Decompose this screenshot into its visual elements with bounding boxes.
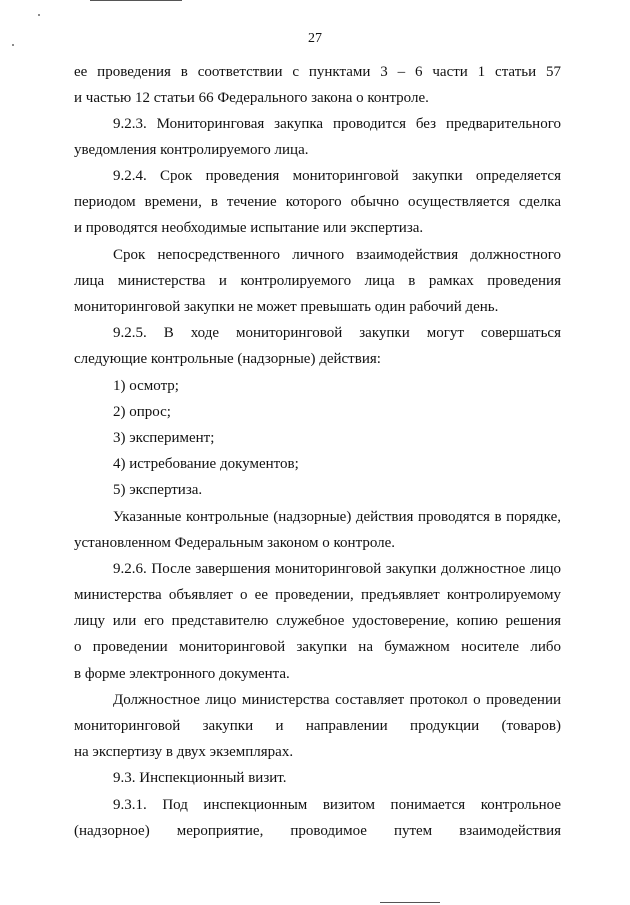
text-line: мониторинговой закупки не может превышать один рабочий день. <box>74 299 499 315</box>
paragraph-start: Срок непосредственного личного взаимодействия должностного <box>113 247 561 263</box>
text-line: и проводятся необходимые испытание или экспертиза. <box>74 220 424 236</box>
text-line: (надзорное) мероприятие, проводимое путем взаимодействия <box>74 823 561 839</box>
paragraph-start: Указанные контрольные (надзорные) действия проводятся в порядке, <box>113 509 561 525</box>
list-item: 5) экспертиза. <box>113 482 203 498</box>
text-line: о проведении мониторинговой закупки на бумажном носителе либо <box>74 639 561 655</box>
list-item: 4) истребование документов; <box>113 456 299 472</box>
list-item: 2) опрос; <box>113 404 171 420</box>
scan-artifact-top <box>90 0 182 1</box>
text-line: мониторинговой закупки и направлении продукции (товаров) <box>74 718 561 734</box>
paragraph-start: Должностное лицо министерства составляет протокол о проведении <box>113 692 561 708</box>
text-line: в форме электронного документа. <box>74 666 290 682</box>
paragraph-start: 9.2.5. В ходе мониторинговой закупки могут совершаться <box>113 325 561 341</box>
list-item: 1) осмотр; <box>113 378 179 394</box>
scan-speck <box>38 14 40 16</box>
paragraph-start: 9.3.1. Под инспекционным визитом понимается контрольное <box>113 797 561 813</box>
scan-artifact-bottom <box>380 902 440 903</box>
text-line: ее проведения в соответствии с пунктами 3 – 6 части 1 статьи 57 <box>74 64 561 80</box>
text-line: министерства объявляет о ее проведении, предъявляет контролируемому <box>74 587 561 603</box>
paragraph-start: 9.2.4. Срок проведения мониторинговой закупки определяется <box>113 168 561 184</box>
section-heading: 9.3. Инспекционный визит. <box>113 770 287 786</box>
text-line: и частью 12 статьи 66 Федерального закона о контроле. <box>74 90 429 106</box>
text-line: лицу или его представителю служебное удостоверение, копию решения <box>74 613 561 629</box>
paragraph-start: 9.2.3. Мониторинговая закупка проводится без предварительного <box>113 116 561 132</box>
text-line: лица министерства и контролируемого лица в рамках проведения <box>74 273 561 289</box>
page-number: 27 <box>308 31 322 46</box>
text-line: установленном Федеральным законом о контроле. <box>74 535 396 551</box>
text-line: периодом времени, в течение которого обычно осуществляется сделка <box>74 194 561 210</box>
list-item: 3) эксперимент; <box>113 430 215 446</box>
text-line: следующие контрольные (надзорные) действия: <box>74 351 381 367</box>
text-line: на экспертизу в двух экземплярах. <box>74 744 294 760</box>
paragraph-start: 9.2.6. После завершения мониторинговой закупки должностное лицо <box>113 561 561 577</box>
text-line: уведомления контролируемого лица. <box>74 142 309 158</box>
